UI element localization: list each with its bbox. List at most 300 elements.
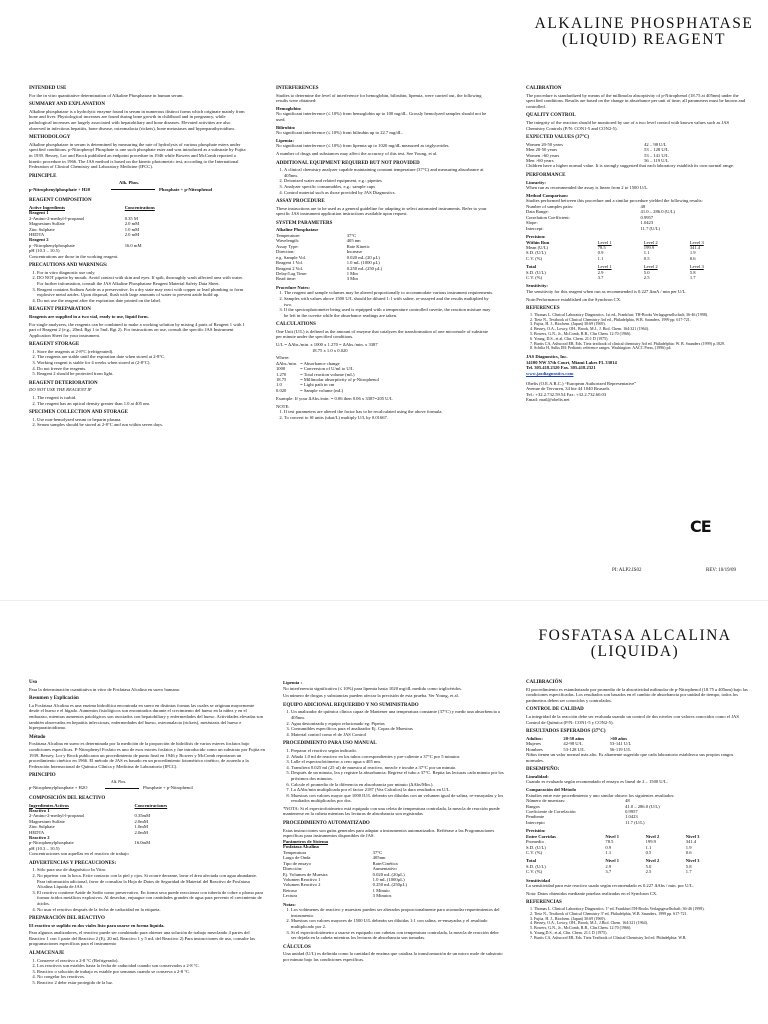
desempeno-heading: DESEMPEÑO:	[526, 767, 560, 773]
principle-enzyme: Alk. Phos.	[119, 180, 140, 186]
principio-left: p-Nitrophenylphosphate + H2O	[29, 784, 88, 790]
lipemia-heading: Lipemia:	[276, 137, 294, 143]
list-item: 1. The reagent and sample volumes may be altered proportionally to accommodate various instrument requirements.	[284, 290, 494, 296]
list-item: 6. Calcule el promedio de la diferencia en absorbancia por minuto (ΔAbs/Min.).	[291, 782, 505, 788]
precision-cell: C.V. (%)	[526, 849, 543, 855]
expected-cell: 42 – 98 U/L	[644, 141, 667, 147]
method-comparison-heading: Method Comparison:	[526, 192, 569, 198]
param-cell: Lectura	[283, 893, 298, 899]
expected-cell: 56 – 119 U/L	[644, 157, 669, 163]
list-item: 1. Store the reagents at 2-8°C (refrigerated).	[37, 349, 247, 355]
precision-cell: 0.5	[645, 849, 652, 855]
expected-cell: 53 – 141 U/L	[644, 152, 669, 158]
precautions-heading: PRECAUTIONS AND WARNINGS:	[29, 263, 108, 269]
list-item: 8. Schiltz H, Sulks IM: Pediatric reference ranges. Washington: AACC Press, (1996) p4.	[534, 346, 748, 351]
referencias-list	[526, 907, 750, 941]
principle-left: p-Nitrophenylphosphate + H20	[29, 187, 90, 193]
title-line-1: FOSFATASA ALCALINA	[538, 627, 732, 644]
calc-cell: 0.020	[276, 387, 287, 393]
intended-use-heading: INTENDED USE	[29, 86, 67, 91]
list-item: 5. Bowers, G.N., Jr., McComb, R.B., Clin Chem. 12:70 (1966).	[534, 332, 748, 337]
company-phone: Tel. 305.418.2320 Fax. 305.418.2321	[526, 365, 596, 371]
param-cell: Rate/Cinética	[372, 860, 398, 866]
assay-heading: ASSAY PROCEDURE	[276, 199, 325, 205]
list-item: 1. Use non-hemolyzed serum or heparin plasma.	[37, 417, 247, 423]
precision-cell: 1.7	[685, 869, 692, 875]
list-item: 4. No usar el reactivo después de la fecha de caducidad en la etiqueta.	[37, 907, 265, 913]
precision-cell: 1.1	[597, 255, 604, 261]
calibracion-heading: CALIBRACIÓN	[526, 680, 563, 685]
precision-cell: C.V. (%)	[526, 275, 543, 280]
preparation-text: For single analyzers, the reagents can be combined to make a working solution by mixing 4 parts of Reagent 1 with 1 part of Reagent 2 (e.g., 20mL Rgt 1 to 5mL Rgt 2). For instructions on use, consult the specific JAS Instrument Application Sheet for your instrument.	[29, 321, 245, 338]
resultados-cell: 53-141 U/L	[609, 741, 632, 747]
linealidad-text: Cuando es evaluado según recomendado el ensayo es lineal de 2 – 1500 U/L.	[526, 779, 668, 785]
control-calidad-text: La integridad de la reacción debe ser evaluada usando un control de dos niveles con valores conocidos como el JAS Control de Química (P/N: CON1-5 y CON2-5).	[526, 713, 739, 725]
principio-equation	[29, 780, 265, 792]
precision-cell: 78.5	[597, 244, 606, 250]
composition-cell: 2-Amino-2-methyl-l-propanol	[29, 215, 85, 221]
precision-cell: Within Run	[526, 239, 550, 245]
manual-list	[283, 748, 505, 804]
interferences-drugs: A number of drugs and substances may affect the accuracy of this test. See Young, et al.	[276, 150, 438, 156]
composicion-cell: p-Nitrophenylphosphate	[29, 840, 74, 846]
calibracion-text: El procedimiento es estandarizado por promedio de la absortividad milimolar de p-Nitrophenol (18.75 a 405nm) bajo las condiciones especificadas. Los resultados son basados en el cambio de absorbancia por unidad de tiempo, todos los parámetros deben ser conocidos y controlados.	[526, 686, 748, 703]
composition-col-header: Concentrations	[124, 204, 155, 210]
param-cell: Temperature:	[276, 233, 301, 239]
page-divider	[0, 600, 768, 601]
param-cell: Read time:	[276, 276, 297, 282]
mc-cell: 0.9957	[640, 214, 654, 220]
precision-cell: Mean (U/L)	[526, 244, 549, 250]
resumen-heading: Resumen y Explicación	[29, 696, 79, 702]
almacenaje-list	[29, 958, 265, 986]
quality-control-text: The integrity of the reaction should be monitored by use of a two level control with known values such as JAS Chemistry Controls (P/N: CON1-5 and CON2-5).	[526, 119, 730, 131]
resumen-text: La Fosfatasa Alcalina es una enzima hidrolítica encontrada en suero en distintas formas las cuales se originan mayormente desde el hueso e el hígado. Aumentos fisiológicos son encontrados durante el crecimiento del hueso en la niñez y en el embarazo, mientras aumentos patológicos son asociados con hepatobiliary y enfermedades del hueso. Actividades elevadas son también observadas en hepatitis infecciosas, enfermedades del hueso, osteomalacia (rickets), metástasis del hueso e hiperparatiroidismo.	[29, 702, 263, 731]
calc-cell: 1.270	[276, 371, 287, 377]
precision-cell: Level 1	[597, 264, 612, 270]
composicion-col-header: Concentraciones	[134, 802, 168, 808]
precision-heading: Precision:	[526, 233, 546, 239]
composition-cell: 0.35 M	[124, 215, 138, 221]
list-item: 1. Thomas L. Clinical Laboratory Diagnostics. 1ª ed. Frankfurt:TH-Books Verlagsgesellschaft; 36-46 (1998).	[534, 907, 750, 912]
referencias-heading: REFERENCIAS	[526, 900, 562, 906]
sensitividad-heading: Sensitividad	[526, 877, 550, 883]
param-cell: Delay/Lag Time:	[276, 270, 308, 276]
composition-cell: HEDTA	[29, 231, 45, 237]
parametros-table	[283, 850, 443, 899]
list-item: 3. Analyzer specific consumables, e.g.: sample cups	[284, 184, 494, 190]
precision-cell: Entre Corridas	[526, 833, 556, 839]
list-item: 2. The reagents are stable until the expiration date when stored at 2-8°C.	[37, 354, 247, 360]
resultados-table	[526, 736, 656, 752]
precision-cell: 0.6	[685, 849, 692, 855]
precision-cell: Level 2	[643, 264, 658, 270]
precision-cell: Level 3	[689, 264, 704, 270]
storage-heading: REAGENT STORAGE	[29, 342, 80, 348]
page-2-column-2	[283, 676, 505, 1024]
mc-cell: Number of samples pairs:	[526, 203, 574, 209]
precision-cell: Nivel 3	[685, 858, 700, 864]
composition-cell: pH (10.3 – 10.5)	[29, 248, 60, 254]
bilirubin-text: No significant interference (≤ 10%) from bilirubin up to 22.7 mg/dL.	[276, 130, 403, 136]
precision-table	[526, 834, 726, 875]
sensitivity-text: The sensitivity for this reagent when run as recommended is 0.227 ΔmA / min per U/L.	[526, 289, 687, 294]
representative-email: Email: mail@obelis.net	[526, 397, 570, 403]
calc-cell: = Total reaction volume (mL)	[300, 371, 355, 377]
linealidad-heading: Linealidad:	[526, 773, 549, 779]
revision-date: REV: 10/19/09	[706, 568, 737, 573]
comp-cell: Coeficiente de Correlación	[526, 808, 576, 814]
method-comparison-table	[526, 204, 726, 231]
equipment-list	[276, 167, 494, 195]
system-parameters-heading: SYSTEM PARAMETERS	[276, 220, 333, 226]
precision-cell: Nivel 1	[605, 858, 620, 864]
calc-cell: ΔAbs./min.	[276, 360, 298, 366]
precision-within-table	[526, 240, 736, 281]
sensitividad-note: Nota: Datos obtenidos mediante pruebas realizadas en el Synchron CX.	[526, 890, 658, 896]
composition-cell: Zinc Sulphate	[29, 226, 55, 232]
resultados-cell: Mujeres	[526, 741, 542, 747]
param-cell: 3 Min	[346, 276, 358, 282]
precision-cell: 3.7	[605, 869, 612, 875]
precision-cell: 0.9	[605, 844, 612, 850]
methodology-heading: METHODOLOGY	[29, 135, 71, 141]
precision-cell: 341.4	[689, 244, 701, 250]
mc-cell: 48	[640, 203, 646, 209]
list-item: 1. Sólo para uso de diagnóstico In Vitro.	[37, 867, 265, 873]
calibration-text: The procedure is standardized by means of the millimolar absorptivity of p-Nitrophenol (18.75 at 405nm) under the specified conditions. Results are based on the change in absorbance per unit of time; all parameters must be known and controlled.	[526, 92, 746, 109]
comp-cell: 1.0423	[625, 814, 638, 820]
list-item: 2. DO NOT pipette by mouth. Avoid contact with skin and eyes. If spilt, thoroughly wash affected area with water. For further information, consult the JAS Alkaline Phosphatase Reagent Material Safety Data Sheet.	[37, 275, 247, 286]
comparacion-text: Estudios entre este procedimiento y uno similar obtuvo los siguientes resultados:	[526, 792, 675, 798]
sensitividad-text: La sensitividad para este reactivo usado según recomendado es 0.227 ΔAbs / min. por U/L.	[526, 883, 694, 889]
list-item: 3. Fujita, H. J., Biochem. (Japan) 30:69 (1969).	[534, 917, 750, 922]
list-item: 3. If the spectrophotometer being used is equipped with a temperature controlled cuvette, the reaction mixture may be left in the cuvette while the absorbance readings are taken.	[284, 307, 494, 318]
system-parameters-table	[276, 233, 426, 282]
param-cell: Reagent 2 Vol.	[276, 265, 304, 271]
expected-cell: 53 – 128 U/L	[644, 147, 669, 153]
equipment-heading: ADDITIONAL EQUIPMENT REQUIRED BUT NOT PROVIDED	[276, 160, 420, 166]
list-item: 5. Reactivo 2 debe estar protegido de la luz.	[37, 980, 265, 986]
comp-cell: Número de muestras:	[526, 798, 566, 804]
composition-cell: 2.0 mM	[124, 221, 140, 227]
uso-heading: Uso	[29, 680, 38, 685]
list-item: 2. Agua desionizada y equipo relacionado eg: Pipetas	[291, 721, 505, 727]
list-item: 4. Do not freeze the reagents.	[37, 366, 247, 372]
param-cell: Aumentativo	[372, 866, 397, 872]
expected-cell: Women >60 years	[526, 152, 560, 158]
comp-cell: 11.7 (U/L)	[625, 819, 645, 825]
param-cell: 0.020 mL (20 µL)	[346, 254, 380, 260]
composicion-cell: pH (10.3 – 10.5)	[29, 845, 60, 851]
param-cell: 0.020 mL (20µL)	[372, 871, 405, 877]
precision-cell: Level 2	[643, 239, 658, 245]
list-item: 4. Control material such as those provided by JAS Diagnostics.	[284, 190, 494, 196]
composicion-cell: 16.0mM	[134, 840, 151, 846]
list-item: 1. The reagent is turbid.	[37, 395, 247, 401]
list-item: 3. Reactivo o solución de trabajo es estable por semanas cuando se conserva a 2-8 °C.	[37, 969, 265, 975]
metodo-heading: Método	[29, 734, 46, 740]
composicion-cell: Reactivo 1	[29, 807, 50, 813]
advertencias-heading: ADVERTENCIAS Y PRECAUCIONES:	[29, 860, 117, 866]
expected-cell: Men 20-50 years	[526, 147, 558, 153]
param-cell: Reagent 1 Vol.	[276, 260, 304, 266]
precision-cell: 1.1	[605, 849, 612, 855]
param-cell: Wavelength:	[276, 238, 300, 244]
list-item: 2. Tietz N., Textbook of Clinical Chemistry 3rd ed., Philadelphia, W.B. Saunders, 1999 pp. 617-721.	[534, 318, 748, 323]
preparacion-bold: El reactivo se suplido en dos viales listo para usarse en forma líquida.	[29, 922, 165, 928]
param-cell: Volumen Reactivo 1	[283, 877, 321, 883]
list-item: 6. Young,D.S., et al, Clin. Chem. 21:1 D (1975).	[534, 931, 750, 936]
composicion-cell: Reactivo 2	[29, 834, 50, 840]
param-cell: 37°C	[346, 233, 357, 239]
list-item: 2. Muestras con valores mayores de 1500 U/L deberán ser diluidas 1:1 con salina, re-ensayadas y el resultado multiplicado por 2.	[291, 918, 505, 929]
composition-cell: Magnesium Sulfate	[29, 221, 65, 227]
page-1-column-3	[526, 82, 748, 537]
param-cell: Increase	[346, 249, 363, 255]
expected-cell: Men >60 years	[526, 157, 554, 163]
calc-cell: = Light path in cm	[300, 382, 335, 388]
list-item: 1. Un analizador de química clínica capaz de Mantener una temperatura constante (37°C) y medir una absorbencia a 405nm.	[291, 709, 505, 720]
precision-heading: Precisión:	[526, 828, 546, 834]
calculations-heading: CALCULATIONS	[276, 322, 316, 328]
advertencias-list	[29, 867, 265, 912]
calculos-text: Una unidad (U/L) es definida como la cantidad de enzima que cataliza la transformación de un micro mole de substrato por minuto bajo las condiciones específicas.	[283, 951, 503, 963]
resultados-note: Niños tienen un valor normal más alto. Es altamente sugerido que cada laboratorio establezca sus propios rangos normales.	[526, 751, 734, 763]
list-item: 2. The reagent has an optical density greater than 1.0 at 405 nm.	[37, 401, 247, 407]
mc-cell: 41.0 – 286.0 (U/L)	[640, 209, 676, 215]
precision-cell: S.D. (U/L)	[526, 863, 546, 869]
page-1-column-2	[276, 82, 494, 576]
note-heading: NOTE:	[276, 403, 290, 409]
precision-cell: S.D. (U/L)	[526, 250, 546, 256]
precision-cell: 5.8	[685, 863, 692, 869]
calc-cell: = Millimolar absorptivity of p-Nitrophenol	[300, 377, 379, 383]
comp-cell: Intercepto	[526, 819, 545, 825]
representative-block	[526, 381, 676, 403]
calculations-table	[276, 361, 382, 393]
resultados-cell: 20-50 años	[563, 735, 585, 741]
page-1-title	[525, 16, 763, 49]
resultados-cell: 56-119 U/L	[609, 746, 632, 752]
precision-cell: Nivel 3	[685, 833, 700, 839]
principio-arrow	[105, 788, 139, 789]
precision-cell: 5.0	[643, 269, 650, 275]
system-parameters-sub: Alkaline Phosphatase	[276, 227, 319, 233]
precision-cell: S.D. (U/L)	[526, 844, 546, 850]
bilirubin-heading: Bilirubin:	[276, 124, 296, 130]
linearity-heading: Linearity:	[526, 179, 546, 185]
param-cell: Dirección:	[283, 866, 303, 872]
comparacion-heading: Comparación del Método	[526, 786, 577, 792]
comp-cell: Pendiente	[526, 814, 545, 820]
composition-cell: 2.0 mM	[124, 231, 140, 237]
list-item: 1. Conserve el reactivo a 2-8 °C (Refrigerado).	[37, 958, 265, 964]
list-item: 2. Deionized water and related equipment, e.g.: pipettes	[284, 178, 494, 184]
calculations-example: Example: If your ΔAbs./min. = 0.06 then 0.06 x 3387=205 U/L	[276, 396, 393, 402]
preparacion-heading: PREPARACIÓN DEL REACTIVO	[29, 916, 105, 922]
list-item: 1. For in vitro diagnostic use only.	[37, 270, 247, 276]
param-cell: 37°C	[372, 850, 383, 856]
title-line-2: (LIQUID) REAGENT	[562, 31, 726, 49]
param-cell: Retraso	[283, 887, 298, 893]
composition-cell: Reagent 2	[29, 237, 49, 243]
notas-list	[283, 907, 505, 941]
parametros-sub: Fosfatasa Alcalina	[283, 844, 319, 850]
list-item: 7. Burtis CA, Ashwood ER, Eds. Tietz textbook of clinical chemistry 3rd ed. Philadelphia: W. B. Saunders (1999) p.1829.	[534, 342, 748, 347]
procedure-notes-list	[276, 290, 494, 318]
param-cell: Volumen Reactivo 2	[283, 882, 321, 888]
resultados-cell: 42-98 U/L	[563, 741, 583, 747]
precision-cell: 0.9	[597, 250, 604, 256]
expected-values-heading: EXPECTED VALUES (37°C)	[526, 135, 590, 141]
calc-cell: = Conversion of U/ml to U/L	[300, 366, 354, 372]
composition-cell: p -Nitrophenylphosphate	[29, 242, 75, 248]
control-calidad-heading: CONTROL DE CALIDAD	[526, 707, 584, 713]
composicion-cell: 1.0mM	[134, 824, 148, 830]
precision-cell: Promedio	[526, 839, 544, 845]
mc-cell: Data Range:	[526, 209, 549, 215]
precision-cell: 199.9	[643, 244, 655, 250]
calibration-heading: CALIBRATION	[526, 86, 562, 91]
composicion-table	[29, 803, 199, 852]
list-item: 5. Después de un minuto, lea y registre la absorbancia. Regrese el tubo a 37°C. Repita las lecturas cada minuto por los próximos dos minutos.	[291, 770, 505, 781]
list-item: 4. Do not use the reagent after the expiration date printed on the label.	[37, 298, 247, 304]
composition-cell: 16.0 mM	[124, 242, 142, 248]
company-address: 14100 NW 57th Court, Miami Lakes FL 33014	[526, 359, 617, 365]
intended-use-text: For the in vitro quantitative determination of Alkaline Phosphatase in human serum.	[29, 92, 184, 98]
calc-cell: 1000	[276, 366, 286, 372]
precision-cell: Total	[526, 858, 537, 864]
precision-cell: 1.1	[643, 250, 650, 256]
list-item: 1. Los volúmenes de reactivo y muestras pueden ser alterados proporcionalmente para acomodar requerimientos del instrumento.	[291, 907, 505, 918]
references-heading: REFERENCES	[526, 306, 560, 312]
lipemia-drugs: Un número de drogas y substancias pueden afectar la precisión de esta prueba. Ver Young, et al.	[283, 693, 459, 699]
deterioration-heading: REAGENT DETERIORATION	[29, 380, 98, 386]
param-cell: Rate Kinetic	[346, 243, 370, 249]
representative-name: Obelis (O.E.A.R.C.) “European Authorized Representative”	[526, 380, 637, 386]
resultados-cell: Adultos:	[526, 735, 543, 741]
composicion-heading: COMPOSICIÓN DEL REACTIVO	[29, 795, 106, 801]
calc-cell: = Absorbance change	[300, 360, 340, 366]
composicion-note: Concentraciones son aquellas en el reactivo de trabajo	[29, 851, 129, 857]
linearity-text: When run as recommended the assay is linear from 2 to 1500 U/L.	[526, 185, 649, 191]
company-name: JAS Diagnostics, Inc.	[526, 354, 568, 360]
page-1-column-1	[29, 82, 247, 576]
list-item: 3. Fujita, H. J., Biochem. (Japan) 30:69 (1969).	[534, 322, 748, 327]
precision-cell: Nivel 2	[645, 858, 660, 864]
lipemia-heading: Lipemia :	[283, 680, 303, 685]
list-item: 3. Consumibles específicos para el analizador Ej. Copas de Muestras	[291, 726, 505, 732]
resultados-cell: Hombres	[526, 746, 543, 752]
param-cell: 0.250 mL (250 µL)	[346, 265, 383, 271]
principio-enzyme: Alk. Phos.	[111, 779, 127, 784]
expected-values-note: Children have a higher normal value. It is strongly suggested that each laboratory establish its own normal range.	[526, 163, 735, 169]
company-website-link[interactable]: www.jasdiagnostics.com	[526, 370, 574, 376]
comp-cell: 48	[625, 798, 630, 804]
precision-cell: S.D. (U/L)	[526, 269, 546, 275]
list-item: 3. El reactivo contiene Azide de Sodio como preservativo. En forma seca puede reaccionar con tubería de cobre o plomo para formar ácidos metálicos explosivos. Al desechar, enjuague con cantidades grandes de agua para prevenir el crecimiento de ácidos.	[37, 890, 265, 907]
resultados-cell: >60 años	[609, 735, 627, 741]
param-cell: 1.0 mL (1000µL)	[372, 877, 405, 883]
principle-right: Phosphate + p-Nitrophenol	[159, 187, 213, 193]
precision-cell: 1.9	[685, 844, 692, 850]
comp-cell: 0.9957	[625, 808, 638, 814]
list-item: 3. Reagent contains Sodium Azide as a preservative. In a dry state may react with copper or lead plumbing to form explosive metal azides. Upon disposal, flush with large amounts of water to prevent azide build up.	[37, 287, 247, 298]
principle-heading: PRINCIPLE	[29, 173, 57, 179]
composition-note: Concentrations are those in the working reagent.	[29, 253, 119, 259]
almacenaje-heading: ALMACENAJE	[29, 951, 65, 957]
sensitivity-note: Note:Performance established on the Synchron CX.	[526, 296, 622, 302]
parametros-heading: Parámetros de Sistema	[283, 838, 329, 844]
precision-cell: Level 1	[597, 239, 612, 245]
param-cell: 1 Min	[346, 270, 358, 276]
list-item: 4. No congelar los reactivos.	[37, 974, 265, 980]
title-line-2: (LIQUIDA)	[590, 643, 680, 661]
list-item: 1. If test parameters are altered the factor has to be recalculated using the above formula.	[284, 409, 494, 415]
precision-cell: 78.5	[605, 839, 614, 845]
representative-address: Avenue de Tervuren, 34 bte 44 1040 Brussels	[526, 386, 610, 392]
notas-heading: Notas:	[283, 901, 296, 907]
precision-cell: C.V. (%)	[526, 255, 543, 261]
precision-cell: 5.0	[645, 863, 652, 869]
calculations-formula-denominator: 18.75 x 1.0 x 0.020	[312, 347, 348, 353]
composicion-cell: 2.0mM	[134, 818, 148, 824]
references-list	[526, 313, 748, 351]
list-item: 4. Bessey, O.A., Lowry, OH., Brook, M.J., J. Biol. Chem. 164:321 (1964).	[534, 327, 748, 332]
calc-cell: 1.0	[276, 382, 282, 388]
composition-cell: Reagent 1	[29, 210, 49, 216]
summary-text: Alkaline phosphatase is a hydrolytic enzyme found in serum in numerous distinct forms which originate mainly from bone and liver. Physiological increases are found during bone growth in childhood and in pregnancy, while pathological increases are largely associated with hepatobiliary and bone diseases. Elevated activities are also observed in infectious hepatitis, bone disease, osteomalacia (rickets), bone metastases and hyperparathyroidism.	[29, 108, 245, 131]
composicion-cell: HEDTA	[29, 829, 45, 835]
principle-arrow	[111, 189, 155, 190]
precision-cell: Nivel 1	[605, 833, 620, 839]
resultados-cell: 53-128 U/L	[563, 746, 585, 752]
list-item: 3. Working reagent is stable for 4 weeks when stored at (2-8°C).	[37, 360, 247, 366]
precision-cell: 2.9	[605, 863, 612, 869]
list-item: 2. Tietz N., Textbook of Clinical Chemistry 3ª ed, Philadelphia, W.B. Saunders, 1999 pp. 617-721.	[534, 912, 750, 917]
list-item: 1. A clinical chemistry analyzer capable maintaining constant temperature (37°C) and measuring absorbance at 405nm.	[284, 167, 494, 178]
param-cell: Assay Type:	[276, 243, 299, 249]
list-item: 2. Los reactivos son estables hasta la fecha de caducidad cuando son conservados a 2-8 °C.	[37, 963, 265, 969]
principio-right: Phosphate + p-Nitrophenol	[143, 784, 193, 790]
precision-cell: 1.7	[689, 275, 696, 280]
param-cell: 3 Minutos	[372, 893, 392, 899]
hemoglobin-text: No significant interference (≤ 10%) from hemoglobin up to 100 mg/dL. Grossly hemolyzed samples should not be used.	[276, 111, 487, 122]
precision-cell: 2.5	[643, 275, 650, 280]
page-2-column-3	[526, 676, 750, 1024]
expected-values-table	[526, 142, 726, 164]
precision-cell: 1.9	[689, 250, 696, 256]
expected-cell: Women 20-50 years	[526, 141, 563, 147]
composicion-cell: Zinc Sulphate	[29, 824, 55, 830]
equipo-list	[283, 709, 505, 737]
precision-cell: 2.5	[645, 869, 652, 875]
param-cell: Tipo de ensayo	[283, 860, 311, 866]
equipo-heading: EQUIPO ADICIONAL REQUERIDO Y NO SUMINISTRADO	[283, 702, 419, 708]
precision-cell: 3.7	[597, 275, 604, 280]
manual-heading: PROCEDIMIENTO PARA USO MANUAL	[283, 741, 377, 747]
composicion-cell: 2-Amino-2-methyl-l-propanol	[29, 813, 85, 819]
ce-mark-logo: CE	[690, 517, 711, 536]
param-cell: e.g. Sample Vol.	[276, 254, 307, 260]
list-item: 4. Transfiera 0.025 ml (25 ul) de muestra al reactivo, mezcle e incube a 37°C por un minuto.	[291, 765, 505, 771]
interferences-intro: Studies to determine the level of interference for hemoglobin, bilirubin, lipemia, were carried out, the following results were obtained:	[276, 92, 482, 104]
performance-heading: PERFORMANCE	[526, 172, 566, 178]
deterioration-subheading: DO NOT USE THE REAGENT IF	[29, 387, 92, 393]
calculations-intro: One Unit (U/L) is defined as the amount of enzyme that catalyzes the transformation of one micromole of substrate per minute under the specified conditions.	[276, 328, 489, 340]
uso-text: Para la determinación cuantitativa in vitro de Fosfatasa Alcalina en suero humano.	[29, 686, 181, 692]
